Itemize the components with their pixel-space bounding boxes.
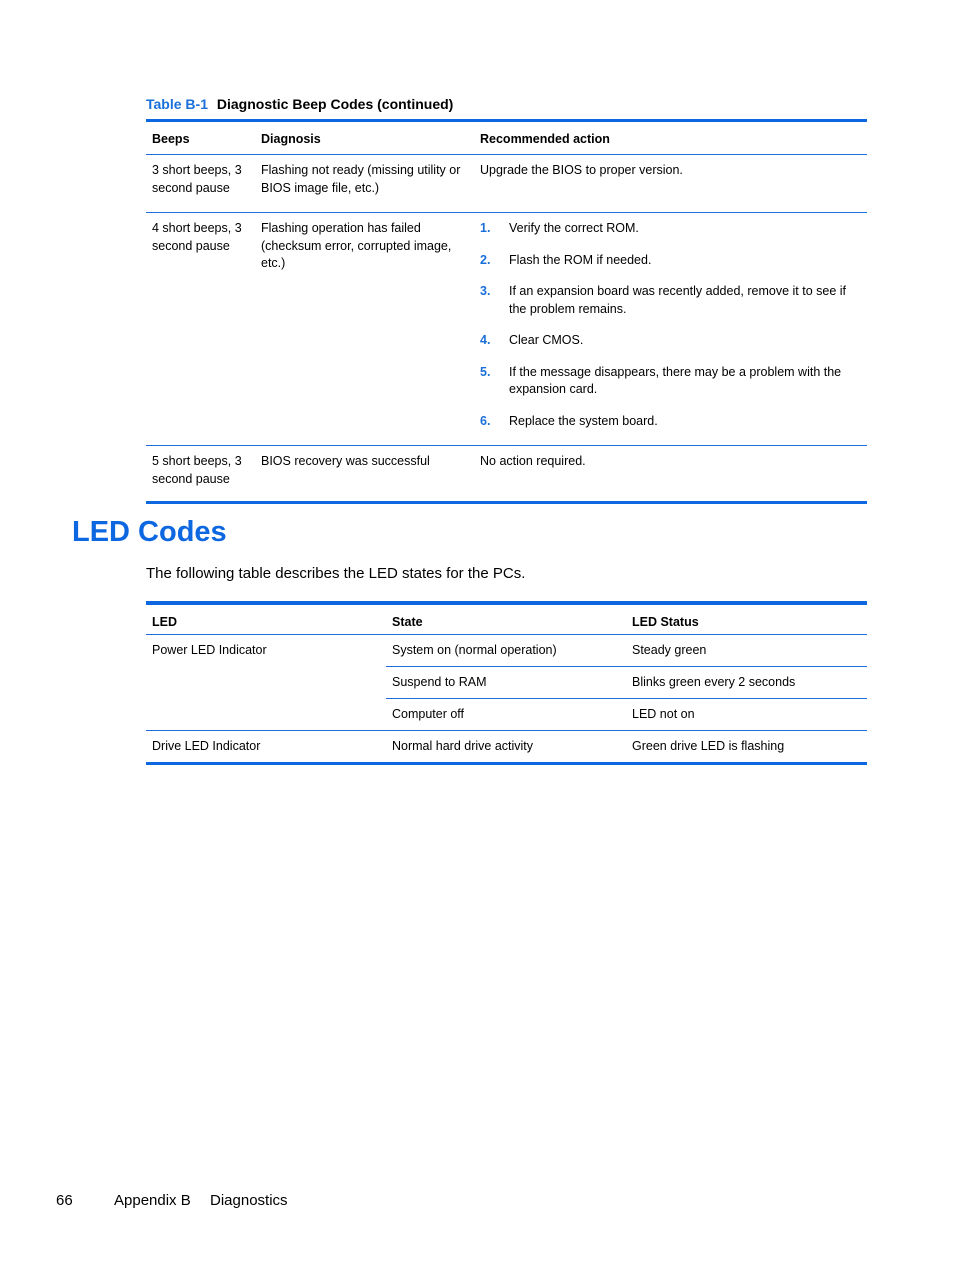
- action-cell: [474, 213, 867, 446]
- table-row: [146, 730, 867, 763]
- led-codes-table: [146, 601, 867, 765]
- status-cell: Green drive LED is flashing: [632, 738, 785, 753]
- action-cell: Upgrade the BIOS to proper version.: [480, 163, 683, 177]
- list-item: [480, 220, 861, 238]
- diagnosis-cell: Flashing not ready (missing utility or BIOS image file, etc.): [261, 163, 461, 195]
- page-number: 66: [56, 1192, 73, 1209]
- column-header-beeps: Beeps: [152, 132, 190, 146]
- status-cell: LED not on: [626, 698, 867, 730]
- led-cell: Drive LED Indicator: [152, 738, 261, 753]
- column-header-diagnosis: Diagnosis: [261, 132, 321, 146]
- list-item: [480, 283, 861, 318]
- status-cell: Blinks green every 2 seconds: [626, 666, 867, 698]
- column-header-recommended-action: Recommended action: [480, 132, 610, 146]
- table-caption-label: Table B-1: [146, 96, 208, 112]
- led-cell: Power LED Indicator: [146, 634, 386, 730]
- table-row: [146, 634, 867, 666]
- step-number: 3.: [480, 284, 491, 298]
- step-number: 6.: [480, 413, 491, 428]
- table-row: [146, 213, 867, 446]
- state-cell: Computer off: [386, 698, 626, 730]
- table-caption: [146, 96, 453, 112]
- beeps-cell: 4 short beeps, 3 second pause: [152, 221, 242, 253]
- table-header-row: [146, 603, 867, 634]
- step-text: Verify the correct ROM.: [509, 221, 639, 235]
- column-header-led-status: LED Status: [632, 615, 699, 629]
- state-cell: Suspend to RAM: [386, 666, 626, 698]
- action-steps-list: [480, 220, 861, 430]
- state-cell: System on (normal operation): [386, 634, 626, 666]
- step-text: Clear CMOS.: [509, 333, 584, 347]
- step-number: 1.: [480, 221, 491, 235]
- step-number: 4.: [480, 333, 491, 347]
- step-text: Flash the ROM if needed.: [509, 252, 652, 267]
- list-item: [480, 413, 861, 431]
- table-header-row: [146, 121, 867, 155]
- footer-title: Diagnostics: [210, 1192, 288, 1209]
- list-item: [480, 364, 861, 399]
- beeps-cell: 3 short beeps, 3 second pause: [152, 163, 242, 195]
- table-caption-title: Diagnostic Beep Codes (continued): [216, 96, 454, 112]
- step-number: 2.: [480, 252, 491, 267]
- column-header-state: State: [392, 615, 423, 629]
- diagnosis-cell: Flashing operation has failed (checksum error, corrupted image, etc.): [261, 221, 452, 270]
- diagnosis-cell: BIOS recovery was successful: [261, 454, 430, 468]
- action-cell: No action required.: [480, 454, 586, 468]
- table-row: [146, 446, 867, 503]
- list-item: [480, 332, 861, 350]
- footer-appendix: Appendix B: [114, 1192, 191, 1209]
- step-number: 5.: [480, 364, 491, 379]
- step-text: Replace the system board.: [509, 413, 658, 428]
- section-heading: LED Codes: [72, 516, 227, 548]
- beeps-cell: 5 short beeps, 3 second pause: [152, 454, 242, 486]
- section-intro: The following table describes the LED states for the PCs.: [146, 565, 526, 582]
- beep-codes-table: [146, 119, 867, 504]
- table-row: [146, 155, 867, 213]
- column-header-led: LED: [152, 615, 177, 629]
- list-item: [480, 252, 861, 270]
- status-cell: Steady green: [626, 634, 867, 666]
- state-cell: Normal hard drive activity: [392, 738, 534, 753]
- step-text: If the message disappears, there may be a problem with the expansion card.: [509, 364, 842, 396]
- step-text: If an expansion board was recently added, remove it to see if the problem remains.: [509, 284, 846, 316]
